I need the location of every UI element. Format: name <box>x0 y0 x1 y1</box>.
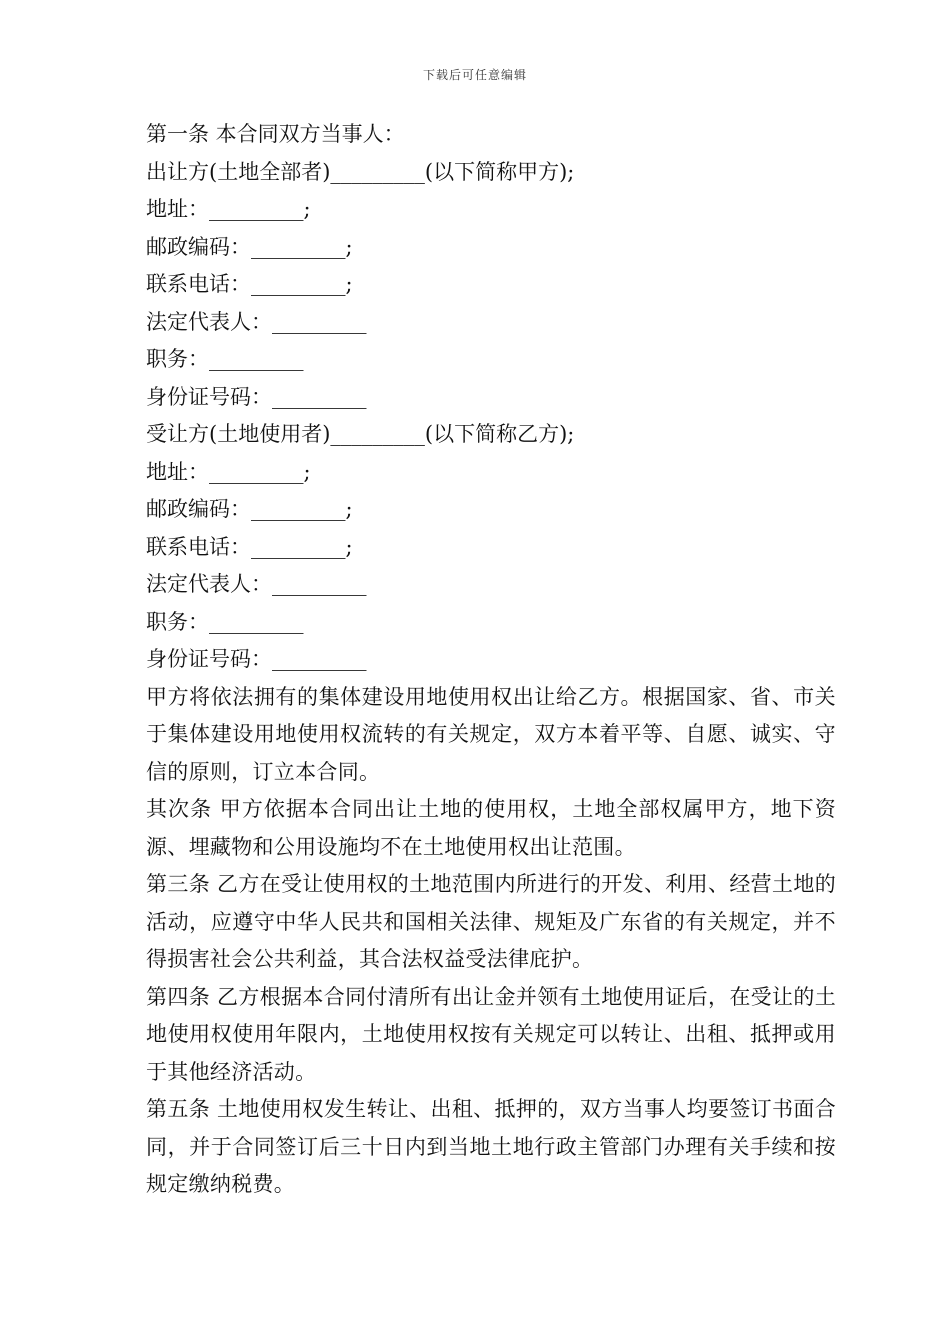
transferor-legal-rep-line: 法定代表人：_________ <box>146 309 367 334</box>
transferee-line: 受让方(土地使用者)_________(以下简称乙方); <box>146 422 575 446</box>
transferor-position-line: 职务：_________ <box>146 347 304 371</box>
transferor-id-line: 身份证号码：_________ <box>146 384 367 409</box>
page-header-note: 下载后可任意编辑 <box>422 68 527 82</box>
transferor-line: 出让方(土地全部者)_________(以下简称甲方); <box>146 159 575 184</box>
transferee-postcode-line: 邮政编码：_________; <box>146 497 353 521</box>
transferee-phone-line: 联系电话：_________; <box>146 534 353 559</box>
article-2-paragraph: 其次条 甲方依据本合同出让土地的使用权，土地全部权属甲方，地下资源、埋藏物和公用设施均不在土地使用权出让范围。 <box>146 797 836 859</box>
document-body <box>146 116 836 1204</box>
article-1-heading: 第一条 本合同双方当事人： <box>146 122 405 146</box>
article-3-paragraph: 第三条 乙方在受让使用权的土地范围内所进行的开发、利用、经营土地的活动，应遵守中华人民共和国相关法律、规矩及广东省的有关规定，并不得损害社会公共利益，其合法权益受法律庇护。 <box>146 872 836 971</box>
transferor-postcode-line: 邮政编码：_________; <box>146 234 353 259</box>
transferee-id-line: 身份证号码：_________ <box>146 647 367 671</box>
article-5-paragraph: 第五条 土地使用权发生转让、出租、抵押的，双方当事人均要签订书面合同，并于合同签订后三十日内到当地土地行政主管部门办理有关手续和按规定缴纳税费。 <box>146 1097 836 1196</box>
transferee-legal-rep-line: 法定代表人：_________ <box>146 572 367 596</box>
transferee-position-line: 职务：_________ <box>146 609 304 634</box>
transferor-address-line: 地址：_________; <box>146 197 311 221</box>
intro-paragraph: 甲方将依法拥有的集体建设用地使用权出让给乙方。根据国家、省、市关于集体建设用地使用权流转的有关规定，双方本着平等、自愿、诚实、守信的原则，订立本合同。 <box>146 684 836 784</box>
transferor-phone-line: 联系电话：_________; <box>146 272 353 296</box>
article-4-paragraph: 第四条 乙方根据本合同付清所有出让金并领有土地使用证后，在受让的土地使用权使用年限内，土地使用权按有关规定可以转让、出租、抵押或用于其他经济活动。 <box>146 984 836 1084</box>
transferee-address-line: 地址：_________; <box>146 459 311 484</box>
